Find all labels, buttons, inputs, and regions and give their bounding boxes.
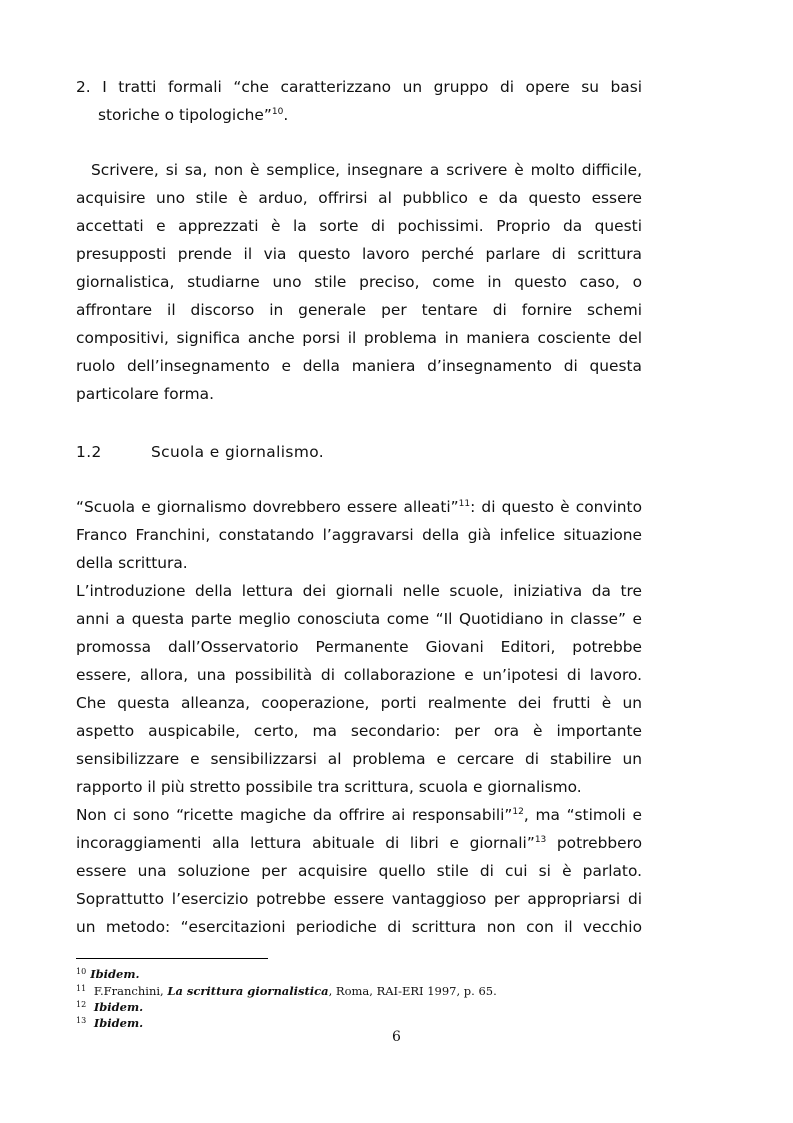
footnote-mark: 10 (76, 967, 87, 976)
footnote-mark: 12 (76, 1000, 87, 1009)
text-line: Che questa alleanza, cooperazione, porti realmente dei frutti è un (76, 694, 642, 712)
section-heading (76, 438, 324, 466)
footnote-ref: 10 (271, 107, 284, 117)
text-line: “Scuola e giornalismo dovrebbero essere alleati”$^{11}$: di questo è convinto (76, 498, 643, 516)
footnote (76, 965, 140, 981)
text-line: Scrivere, si sa, non è semplice, insegnare a scrivere è molto difficile, (91, 161, 642, 179)
text-line: incoraggiamenti alla lettura abituale di libri e giornali”$^{13}$ potrebbero (76, 834, 643, 852)
footnote-ref: 13 (534, 835, 547, 845)
section-number: 1.2 (76, 443, 102, 461)
text-line: acquisire uno stile è arduo, offrirsi al pubblico e da questo essere (76, 189, 642, 207)
paragraph (76, 493, 642, 941)
text-line: ruolo dell’insegnamento e della maniera d’insegnamento di questa (76, 357, 642, 375)
text-line: giornalistica, studiarne uno stile preciso, come in questo caso, o (76, 273, 642, 291)
footnote-ref: 12 (512, 807, 524, 817)
footnote-text: Ibidem. (93, 1000, 144, 1014)
paragraph (76, 156, 642, 408)
text-line: sensibilizzare e sensibilizzarsi al problema e cercare di stabilire un (76, 750, 642, 768)
text-line: promossa dall’Osservatorio Permanente Giovani Editori, potrebbe (76, 638, 642, 656)
text-line: rapporto il più stretto possibile tra scrittura, scuola e giornalismo. (76, 778, 582, 796)
footnote-text: Ibidem. (90, 967, 140, 981)
footnote (76, 998, 143, 1014)
text-line: un metodo: “esercitazioni periodiche di scrittura non con il vecchio (76, 918, 642, 936)
text-line: presupposti prende il via questo lavoro perché parlare di scrittura (76, 245, 642, 263)
footnote-mark: 13 (76, 1016, 87, 1025)
text-line: L’introduzione della lettura dei giornali nelle scuole, iniziativa da tre (76, 582, 642, 600)
footnote-text: , Roma, RAI-ERI 1997, p. 65. (328, 984, 497, 998)
text-line: aspetto auspicabile, certo, ma secondario: per ora è importante (76, 722, 642, 740)
footnote (76, 982, 497, 998)
footnote-ref: 11 (458, 499, 471, 509)
text-line: Non ci sono “ricette magiche da offrire ai responsabili”$^{12}$, ma “stimoli e (76, 806, 643, 824)
footnote (76, 1014, 143, 1030)
list-item-line: 2. I tratti formali “che caratterizzano un gruppo di opere su basi (76, 78, 642, 96)
text-line: accettati e apprezzati è la sorte di pochissimi. Proprio da questi (76, 217, 642, 235)
section-title: Scuola e giornalismo. (151, 443, 325, 461)
text-line: essere, allora, una possibilità di collaborazione e un’ipotesi di lavoro. (76, 666, 642, 684)
list-item-line: storiche o tipologiche”$^{10}$. (98, 106, 289, 124)
footnote-separator (76, 958, 268, 959)
footnote-title: La scrittura giornalistica (167, 984, 329, 998)
footnote-mark: 11 (76, 984, 87, 993)
text-line: anni a questa parte meglio conosciuta come “Il Quotidiano in classe” e (76, 610, 642, 628)
text-line: Franco Franchini, constatando l’aggravarsi della già infelice situazione (76, 526, 642, 544)
text-line: particolare forma. (76, 385, 214, 403)
text-line: essere una soluzione per acquisire quello stile di cui si è parlato. (76, 862, 642, 880)
text-line: affrontare il discorso in generale per tentare di fornire schemi (76, 301, 642, 319)
list-item-number: 2. (76, 78, 91, 96)
footnote-author: F.Franchini, (93, 984, 168, 998)
text-line: Soprattutto l’esercizio potrebbe essere vantaggioso per appropriarsi di (76, 890, 642, 908)
text-line: della scrittura. (76, 554, 188, 572)
footnote-text: Ibidem. (93, 1016, 144, 1030)
numbered-list-item (76, 73, 642, 129)
text-line: compositivi, significa anche porsi il problema in maniera cosciente del (76, 329, 642, 347)
page-number: 6 (392, 1029, 401, 1045)
